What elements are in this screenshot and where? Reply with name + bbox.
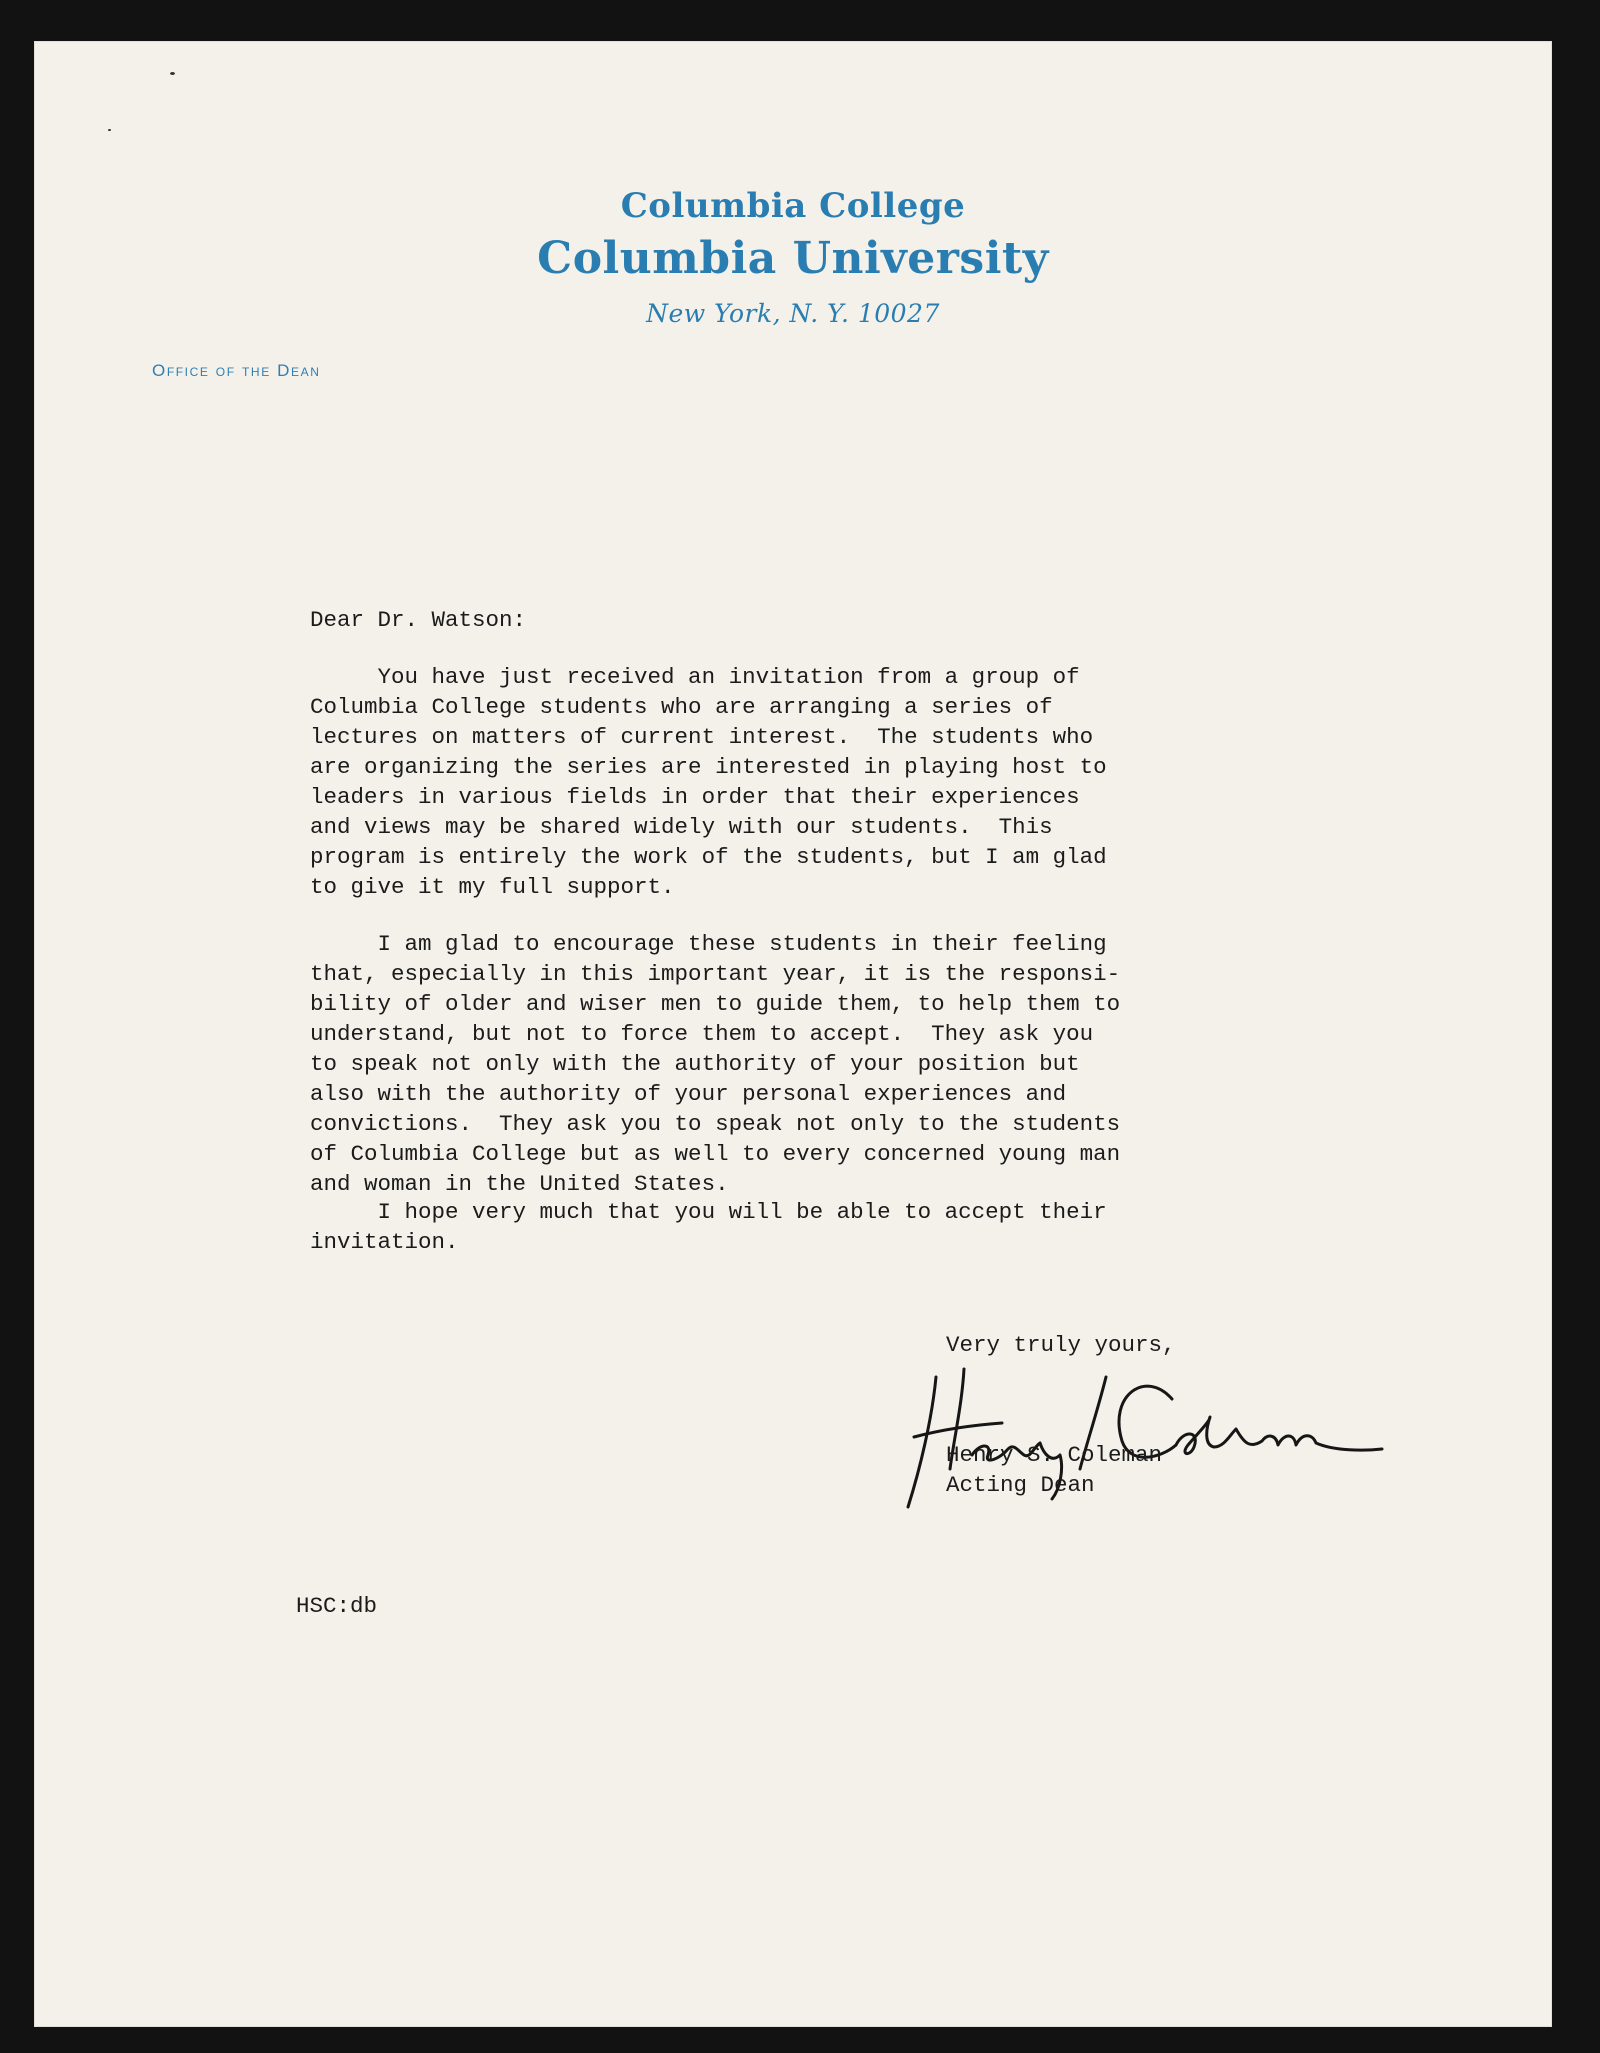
paper-speck [170,72,175,75]
signer-title: Acting Dean [946,1472,1095,1498]
signer-name: Henry S. Coleman [946,1442,1163,1468]
reference-initials: HSC:db [296,1593,378,1619]
letterhead-address: New York, N. Y. 10027 [646,299,940,328]
paper-speck [108,129,111,131]
letter-page [34,41,1552,2027]
letterhead-college: Columbia College [620,186,966,226]
letterhead-university: Columbia University [537,233,1049,284]
closing: Very truly yours, [946,1332,1176,1358]
paragraph-3: I hope very much that you will be able to accept their invitation. [310,1199,1107,1255]
salutation: Dear Dr. Watson: [310,607,527,633]
office-of-the-dean: Office of the Dean [152,361,321,380]
paragraph-2: I am glad to encourage these students in their feeling that, especially in this important year, it is the responsi- bility of older and wiser men to guide them, to help them to understand, but not to force them to accept. They ask you to speak not only with the authority of your position but also with the authority of your personal experiences and convictions. They ask you to speak not only to the students of Columbia College but as well to every concerned young man and woman in the United States. [310,931,1121,1197]
paragraph-1: You have just received an invitation from a group of Columbia College students who are arranging a series of lectures on matters of current interest. The students who are organizing the series are interested in playing host to leaders in various fields in order that their experiences and views may be shared widely with our students. This program is entirely the work of the students, but I am glad to give it my full support. [310,664,1107,900]
